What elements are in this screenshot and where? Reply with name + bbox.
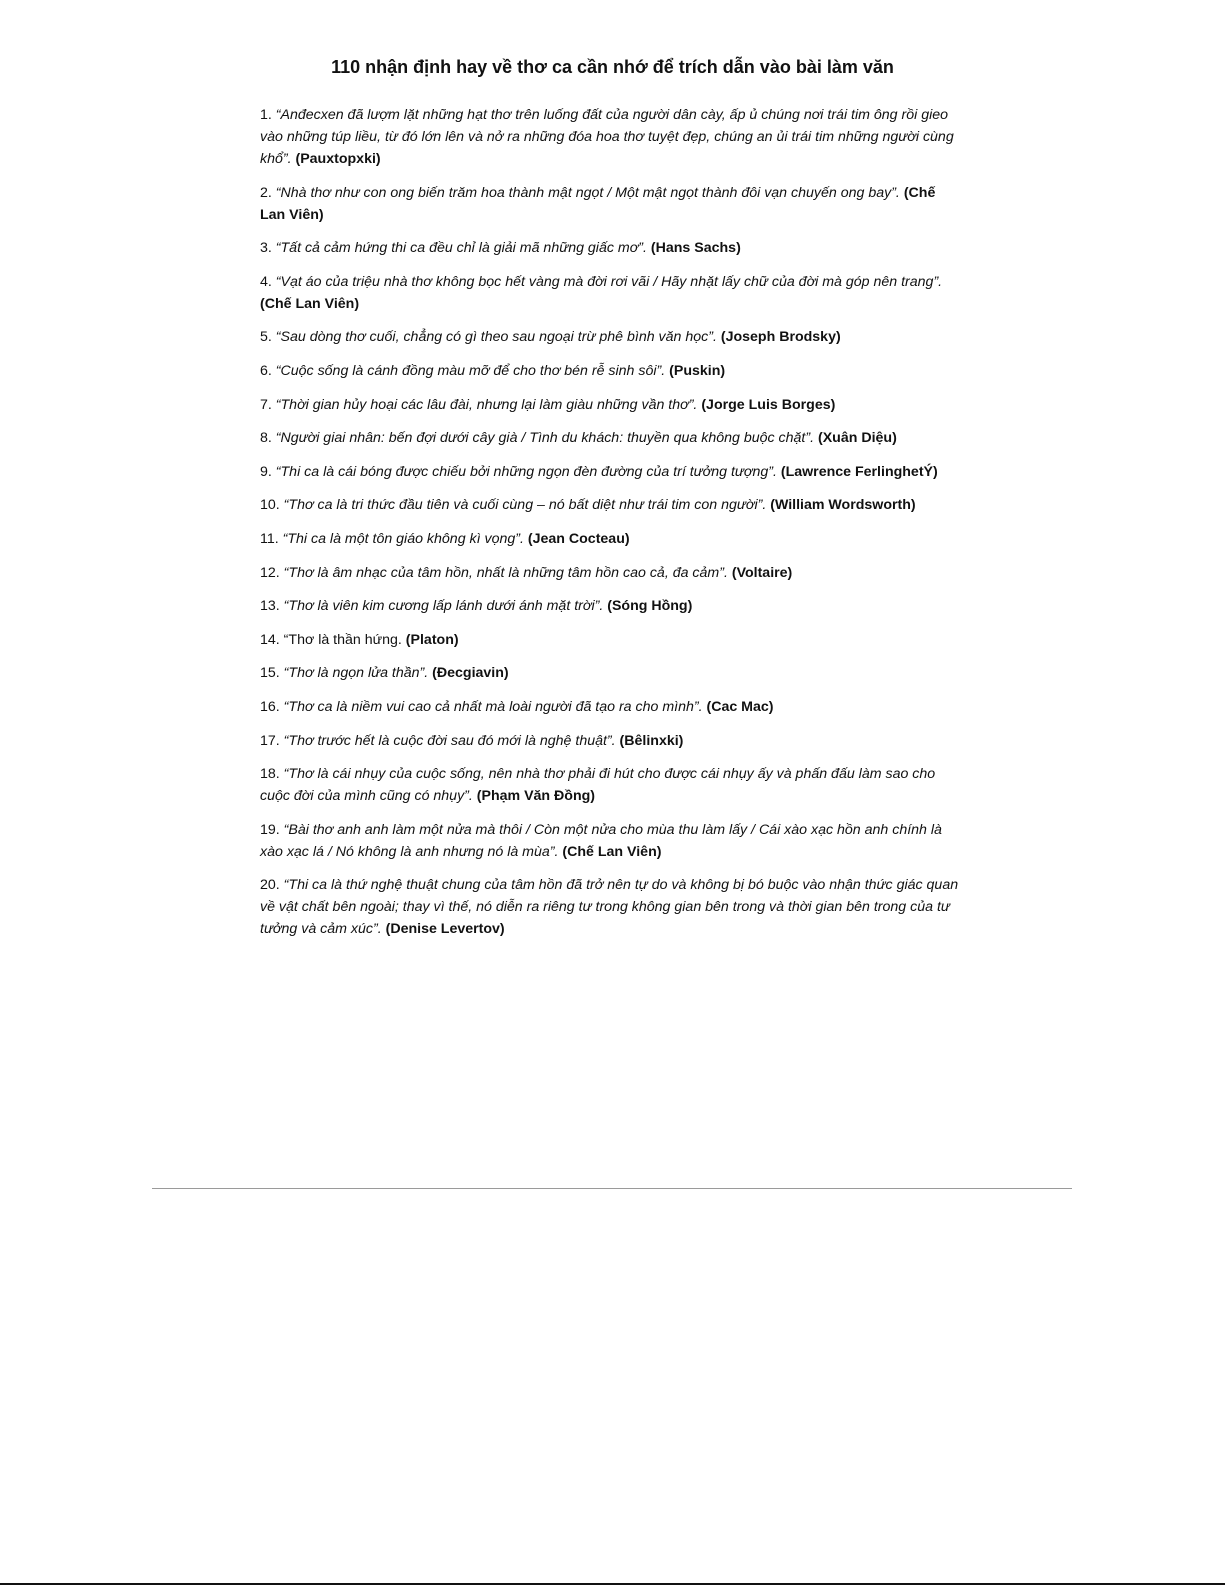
quote-author: (Voltaire) xyxy=(731,564,793,581)
quote-author: (Platon) xyxy=(405,631,459,648)
quote-number: 14. xyxy=(260,631,284,648)
quote-text: “Người giai nhân: bến đợi dưới cây già / Tình du khách: thuyền qua không buộc chặt”. xyxy=(275,430,818,447)
quote-item-5 xyxy=(260,326,960,348)
quote-text: “Thơ ca là tri thức đầu tiên và cuối cùng – nó bất diệt như trái tim con người”. xyxy=(283,497,771,514)
quote-text: “Thời gian hủy hoại các lâu đài, nhưng lại làm giàu những vần thơ”. xyxy=(275,396,702,413)
quote-author: (Joseph Brodsky) xyxy=(720,329,841,346)
document-title: 110 nhận định hay về thơ ca cần nhớ để trích dẫn vào bài làm văn xyxy=(331,57,894,77)
quote-author: (Chế Lan Viên) xyxy=(562,843,662,860)
quote-item-1 xyxy=(260,104,960,170)
quote-text: “Vạt áo của triệu nhà thơ không bọc hết vàng mà đời rơi vãi / Hãy nhặt lấy chữ của đời mà góp nên trang”. xyxy=(275,273,943,290)
quote-author: (Puskin) xyxy=(669,362,726,379)
quote-item-11 xyxy=(260,528,960,550)
quote-number: 6. xyxy=(260,362,276,379)
quote-item-20 xyxy=(260,874,960,940)
quote-author: (Denise Levertov) xyxy=(385,921,505,938)
quote-author: (Cac Mac) xyxy=(706,698,774,715)
quote-item-16 xyxy=(260,696,960,718)
quote-number: 1. xyxy=(260,107,276,123)
quote-author: (Lawrence FerlinghetÝ) xyxy=(780,463,938,480)
quote-author: (William Wordsworth) xyxy=(770,497,916,514)
quote-item-3 xyxy=(260,237,960,259)
quote-number: 17. xyxy=(260,732,284,749)
quote-number: 12. xyxy=(260,564,284,581)
quote-number: 9. xyxy=(260,463,276,480)
quote-number: 2. xyxy=(260,184,276,201)
quote-number: 3. xyxy=(260,240,276,257)
quote-item-2 xyxy=(260,182,960,226)
quote-author: (Chế Lan Viên) xyxy=(260,184,936,223)
quote-text: “Tất cả cảm hứng thi ca đều chỉ là giải mã những giấc mơ”. xyxy=(275,240,651,257)
quote-text: “Thơ trước hết là cuộc đời sau đó mới là nghệ thuật”. xyxy=(283,732,620,749)
quote-item-8 xyxy=(260,427,960,449)
quote-number: 10. xyxy=(260,497,284,514)
quote-item-15 xyxy=(260,662,960,684)
quote-number: 16. xyxy=(260,698,284,715)
quote-item-14 xyxy=(260,629,960,651)
quote-text: “Thơ là thần hứng. xyxy=(283,631,406,648)
quote-list xyxy=(260,104,960,952)
quote-text: “Anđecxen đã lượm lặt những hạt thơ trên luống đất của người dân cày, ấp ủ chúng nơi trái tim ông rồi gieo vào những túp liều, từ đó lớn lên và nở ra những đóa hoa thơ tuyệt đẹp, chúng an ủi trái tim những người cùng khổ”. xyxy=(260,107,954,167)
quote-item-17 xyxy=(260,730,960,752)
quote-text: “Thơ là cái nhụy của cuộc sống, nên nhà thơ phải đi hút cho được cái nhụy ấy và phấn đấu làm sao cho cuộc đời của mình cũng có nhụy”. xyxy=(260,766,936,805)
quote-number: 18. xyxy=(260,766,284,783)
quote-author: (Bêlinxki) xyxy=(619,732,684,749)
quote-number: 13. xyxy=(260,598,284,615)
quote-item-9 xyxy=(260,461,960,483)
quote-text: “Nhà thơ như con ong biến trăm hoa thành mật ngọt / Một mật ngọt thành đôi vạn chuyến ong bay”. xyxy=(275,184,904,201)
quote-item-13 xyxy=(260,595,960,617)
quote-number: 15. xyxy=(260,665,284,682)
quote-author: (Hans Sachs) xyxy=(650,240,741,257)
quote-number: 8. xyxy=(260,430,276,447)
quote-author: (Pauxtopxki) xyxy=(295,151,381,167)
quote-author: (Đecgiavin) xyxy=(432,665,509,682)
quote-number: 5. xyxy=(260,329,276,346)
quote-number: 7. xyxy=(260,396,276,413)
quote-number: 19. xyxy=(260,821,284,838)
quote-author: (Sóng Hồng) xyxy=(607,598,693,615)
quote-number: 4. xyxy=(260,273,276,290)
quote-text: “Thơ ca là niềm vui cao cả nhất mà loài người đã tạo ra cho mình”. xyxy=(283,698,707,715)
quote-item-4 xyxy=(260,271,960,315)
quote-text: “Bài thơ anh anh làm một nửa mà thôi / Còn một nửa cho mùa thu làm lấy / Cái xào xạc hồn anh chính là xào xạc lá / Nó không là anh nhưng nó là mùa”. xyxy=(260,821,942,860)
quote-author: (Chế Lan Viên) xyxy=(260,295,360,312)
quote-text: “Thơ là ngọn lửa thần”. xyxy=(283,665,433,682)
quote-item-19 xyxy=(260,819,960,863)
quote-text: “Sau dòng thơ cuối, chẳng có gì theo sau ngoại trừ phê bình văn học”. xyxy=(275,329,721,346)
quote-author: (Jean Cocteau) xyxy=(527,530,630,547)
quote-item-6 xyxy=(260,360,960,382)
quote-author: (Jorge Luis Borges) xyxy=(701,396,836,413)
quote-text: “Thi ca là một tôn giáo không kì vọng”. xyxy=(282,530,528,547)
quote-item-10 xyxy=(260,494,960,516)
quote-item-12 xyxy=(260,562,960,584)
quote-text: “Thi ca là cái bóng được chiếu bởi những ngọn đèn đường của trí tưởng tượng”. xyxy=(275,463,781,480)
quote-item-7 xyxy=(260,394,960,416)
quote-text: “Thơ là viên kim cương lấp lánh dưới ánh mặt trời”. xyxy=(283,598,608,615)
quote-author: (Phạm Văn Đồng) xyxy=(476,788,596,805)
quote-text: “Thơ là âm nhạc của tâm hồn, nhất là những tâm hồn cao cả, đa cảm”. xyxy=(283,564,732,581)
page-separator xyxy=(152,1188,1072,1189)
quote-number: 11. xyxy=(260,530,283,547)
quote-number: 20. xyxy=(260,877,284,894)
quote-text: “Cuộc sống là cánh đồng màu mỡ để cho thơ bén rễ sinh sôi”. xyxy=(275,362,670,379)
quote-item-18 xyxy=(260,763,960,807)
quote-author: (Xuân Diệu) xyxy=(817,430,897,447)
quote-text: “Thi ca là thứ nghệ thuật chung của tâm hồn đã trở nên tự do và không bị bó buộc vào nhận thức giác quan về vật chất bên ngoài; thay vì thế, nó diễn ra riêng tư trong không gian bên trong và thời gian bên trong của tư tưởng và cảm xúc”. xyxy=(260,877,959,938)
